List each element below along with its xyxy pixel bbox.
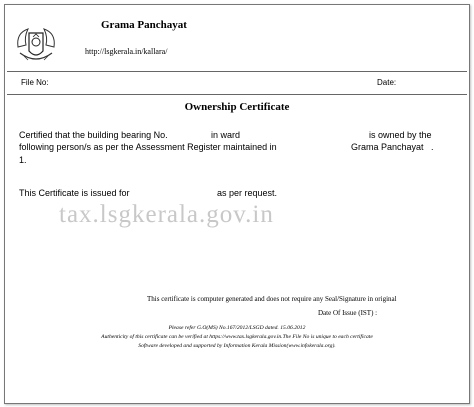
- date-label: Date:: [377, 78, 397, 87]
- text-owned-by: is owned by the: [369, 130, 432, 140]
- text-issued-for: This Certificate is issued for: [19, 188, 130, 198]
- panchayat-name: Grama Panchayat: [101, 19, 187, 31]
- footer-software: Software developed and supported by Information Kerala Mission(www.infokerala.org).: [138, 343, 336, 349]
- footer-authenticity: Authenticity of this certificate can be verified at https://www.tax.lsgkerala.gov.in.The File No is unique to each certificate: [101, 334, 373, 340]
- date-of-issue-label: Date Of Issue (IST) :: [318, 309, 378, 317]
- watermark: tax.lsgkerala.gov.in: [59, 201, 274, 228]
- owner-list-item: 1.: [19, 155, 27, 165]
- file-info-bar: [7, 71, 467, 95]
- certificate-page: [4, 4, 470, 404]
- text-assessment-register: following person/s as per the Assessment Register maintained in: [19, 142, 277, 152]
- text-period: .: [431, 142, 434, 152]
- text-as-per-request: as per request.: [217, 188, 278, 198]
- text-building-no: Certified that the building bearing No.: [19, 130, 168, 140]
- file-no-label: File No:: [21, 78, 49, 87]
- computer-generated-notice: This certificate is computer generated and does not require any Seal/Signature in original: [147, 295, 397, 303]
- certificate-title: Ownership Certificate: [184, 101, 290, 113]
- text-grama-panchayat: Grama Panchayat: [351, 142, 424, 152]
- footer-go-reference: Please refer G.O(MS) No.167/2012/LSGD dated. 15.06.2012: [168, 325, 306, 331]
- kerala-emblem-icon: [14, 25, 58, 65]
- panchayat-url: http://lsgkerala.in/kallara/: [85, 47, 168, 56]
- text-in-ward: in ward: [211, 130, 241, 140]
